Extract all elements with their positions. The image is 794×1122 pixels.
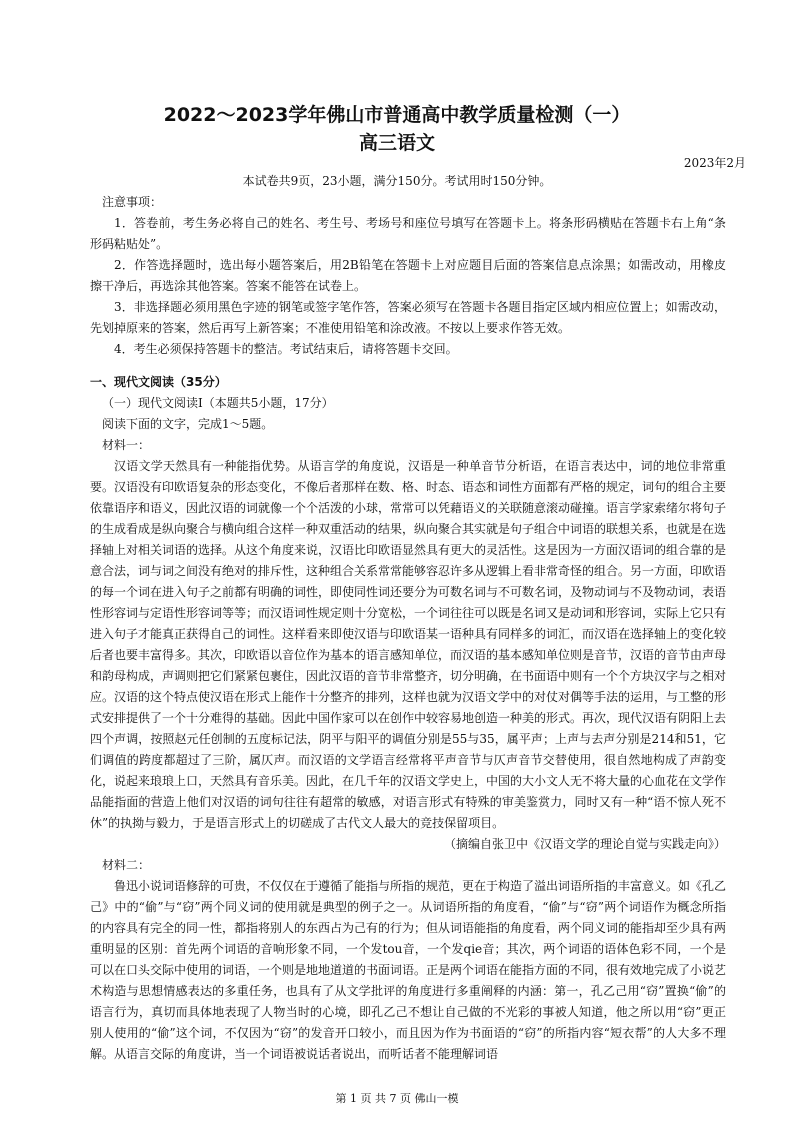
exam-title: 2022～2023学年佛山市普通高中教学质量检测（一）	[163, 104, 631, 126]
exam-subject: 高三语文	[358, 132, 435, 154]
notice-item-4: 4．考生必须保持答题卡的整洁。考试结束后，请将答题卡交回。	[114, 342, 458, 356]
notice-heading: 注意事项：	[102, 195, 163, 209]
material-2-text: 鲁迅小说词语修辞的可贵，不仅仅在于遵循了能指与所指的规范，更在于构造了溢出词语所指的丰富意义。如《孔乙己》中的“偷”与“窃”两个同义词的使用就是典型的例子之一。从词语所指的角度看，“偷”与“窃”两个词语作为概念所指的内容具有完全的同一性，都指将别人的东西占为己有的行为；但从词语能指的角度看，两个同义词的能指却至少具有两重明显的区别：首先两个词语的音响形象不同，一个发tou音，一个发qie音；其次，两个词语的语体色彩不同，一个是可以在口头交际中使用的词语，一个则是地地道道的书面词语。正是两个词语在能指方面的不同，很有效地完成了小说艺术构造与思想情感表达的多重任务，也具有了从文学批评的角度进行多重阐释的内涵：第一，孔乙己用“窃”置换“偷”的语言行为，真切而具体地表现了人物当时的心境，即孔乙己不想让自己做的不光彩的事被人知道，他之所以用“窃”更正别人使用的“偷”这个词，不仅因为“窃”的发音开口较小，而且因为作为书面语的“窃”的所指内容“短衣帮”的人大多不理解。从语言交际的角度讲，当一个词语被说话者说出，而听话者不能理解词语	[90, 879, 727, 1061]
notice-item-1: 1．答卷前，考生务必将自己的姓名、考生号、考场号和座位号填写在答题卡上。将条形码横贴在答题卡右上角“条形码粘贴处”。	[90, 216, 726, 251]
section-heading: 一、现代文阅读（35分）	[90, 375, 227, 389]
material-1-text: 汉语文学天然具有一种能指优势。从语言学的角度说，汉语是一种单音节分析语，在语言表达中，词的地位非常重要。汉语没有印欧语复杂的形态变化，不像后者那样在数、格、时态、语态和词性方面都有严格的规定，词句的组合主要依靠语序和语义，因此汉语的词就像一个个活泼的小球，常常可以凭藉语义的关联随意滚动碰撞。语言学家索绪尔将句子的生成看成是纵向聚合与横向组合这样一种双重活动的结果，纵向聚合其实就是句子组合中词语的联想关系，也就是在选择轴上对相关词语的选择。从这个角度来说，汉语比印欧语显然具有更大的灵活性。这是因为一方面汉语词的组合靠的是意合法，词与词之间没有绝对的排斥性，这种组合关系常常能够容忍许多从逻辑上看非常奇怪的组合。另一方面，印欧语的每一个词在进入句子之前都有明确的词性，即使同性词还要分为可数名词与不可数名词，及物动词与不及物动词，表语性形容词与定语性形容词等等；而汉语词性规定则十分宽松，一个词往往可以既是名词又是动词和形容词，实际上它只有进入句子才能真正获得自己的词性。这样看来即使汉语与印欧语某一语种具有同样多的词汇，而汉语在选择轴上的变化较后者也要丰富得多。其次，印欧语以音位作为基本的语言感知单位，而汉语的基本感知单位则是音节，汉语的音节由声母和韵母构成，声调则把它们紧紧包裹住，因此汉语的音节非常整齐，切分明确，在书面语中则有一个个方块汉字与之相对应。汉语的这个特点使汉语在形式上能作十分整齐的排列，这样也就为汉语文学中的对仗对偶等手法的运用，与工整的形式安排提供了一个十分难得的基础。因此中国作家可以在创作中较容易地创造一种美的形式。再次，现代汉语有阴阳上去四个声调，按照赵元任创制的五度标记法，阴平与阳平的调值分别是55与35，属平声；上声与去声分别是214和51，它们调值的跨度都超过了三阶，属仄声。而汉语的文学语言经常将平声音节与仄声音节交替使用，很自然地构成了声韵变化，说起来琅琅上口，天然具有音乐美。因此，在几千年的汉语文学史上，中国的大小文人无不将大量的心血花在文学作品能指面的营造上他们对汉语的词句往往有超常的敏感，对语言形式有特殊的审美鉴赏力，同时又有一种“语不惊人死不休”的执拗与毅力，于是语言形式上的切磋成了古代文人最大的竞技保留项目。	[90, 459, 727, 830]
notice-item-3: 3．非选择题必须用黑色字迹的钢笔或签字笔作答，答案必须写在答题卡各题目指定区域内相应位置上；如需改动，先划掉原来的答案，然后再写上新答案；不准使用铅笔和涂改液。不按以上要求作答无效。	[90, 300, 726, 335]
exam-body	[90, 192, 726, 1065]
exam-date: 2023年2月	[683, 156, 746, 170]
notice-item-2: 2．作答选择题时，选出每小题答案后，用2B铅笔在答题卡上对应题目后面的答案信息点涂黑；如需改动，用橡皮擦干净后，再选涂其他答案。答案不能答在试卷上。	[90, 258, 726, 293]
exam-summary: 本试卷共9页，23小题，满分150分。考试用时150分钟。	[242, 174, 552, 188]
material-1-source: （摘编自张卫中《汉语文学的理论自觉与实践走向》）	[443, 837, 726, 851]
material-2-label: 材料二：	[102, 858, 151, 872]
material-1-label: 材料一：	[102, 438, 151, 452]
reading-instruction: 阅读下面的文字，完成1～5题。	[102, 417, 274, 431]
subsection-heading: （一）现代文阅读Ⅰ（本题共5小题，17分）	[102, 396, 334, 410]
page-footer: 第 1 页 共 7 页 佛山一模	[335, 1092, 459, 1105]
